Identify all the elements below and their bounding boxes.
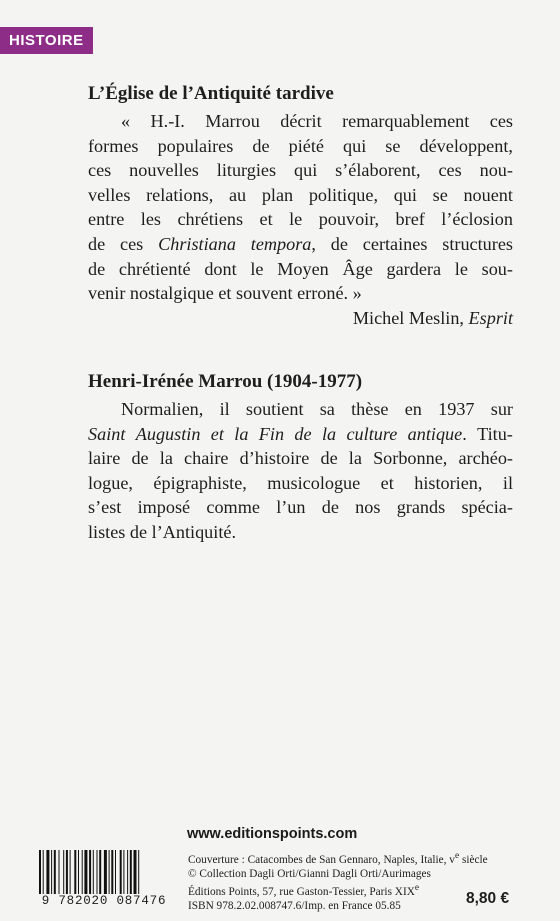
category-badge [0, 27, 93, 54]
credit-line: Couverture : Catacombes de San Gennaro, Naples, Italie, $v^e$ siècle [188, 851, 488, 866]
barcode [35, 850, 173, 910]
text-line: de chrétienté dont le Moyen Âge gardera le sou- [88, 258, 513, 279]
section-author [88, 370, 513, 545]
credit-line: ISBN 978.2.02.008747.6/Imp. en France 05.85 [188, 900, 401, 913]
text-line: Normalien, il soutient sa thèse en 1937 sur [121, 399, 513, 419]
quote-paragraph [88, 109, 513, 306]
text-line: logue, épigraphiste, musicologue et historien, il [88, 472, 513, 493]
text-line: de ces Christiana tempora, de certaines structures [88, 233, 513, 254]
barcode-bar [115, 850, 116, 898]
price: 8,80 € [466, 890, 510, 907]
text-line: s’est imposé comme l’un de nos grands spécia- [88, 497, 513, 518]
barcode-bar [93, 850, 94, 898]
barcode-bar [59, 850, 60, 898]
barcode-bar [63, 850, 64, 898]
barcode-bar [43, 850, 44, 898]
section-author-title: Henri-Irénée Marrou (1904-1977) [88, 371, 363, 392]
text-line: listes de l’Antiquité. [88, 521, 237, 542]
text-line: velles relations, au plan politique, qui se nouent [88, 184, 513, 205]
text-line: entre les chrétiens et le pouvoir, bref l’éclosion [88, 209, 513, 230]
attribution-source: Esprit [468, 307, 513, 328]
barcode-bar [130, 850, 132, 898]
barcode-bar [97, 850, 98, 898]
text-line: venir nostalgique et souvent erroné. » [88, 283, 362, 304]
text-line: Saint Augustin et la Fin de la culture antique. Titu- [88, 423, 513, 444]
barcode-bar [46, 850, 49, 898]
barcode-bar [134, 850, 137, 898]
barcode-bar [109, 850, 110, 898]
category-label: HISTOIRE [9, 32, 84, 49]
quote-attribution [88, 306, 513, 331]
barcode-bar [84, 850, 87, 898]
barcode-bar [89, 850, 91, 898]
text-line: « H.-I. Marrou décrit remarquablement ces [121, 111, 513, 131]
barcode-bar [51, 850, 52, 898]
barcode-bar [138, 850, 139, 898]
section-church-title: L’Église de l’Antiquité tardive [88, 83, 334, 104]
barcode-bar [39, 850, 41, 898]
barcode-bar [120, 850, 122, 898]
text-line: ces nouvelles liturgies qui s’élaborent, ces nou- [88, 160, 513, 181]
credit-line: Éditions Points, 57, rue Gaston-Tessier, Paris XIXe [188, 883, 420, 898]
section-church [88, 82, 513, 330]
barcode-bar [123, 850, 124, 898]
barcode-bar [78, 850, 79, 898]
bio-paragraph [88, 397, 513, 545]
attribution-name: Michel Meslin, [352, 307, 464, 328]
barcode-bar [74, 850, 76, 898]
barcode-bar [111, 850, 113, 898]
barcode-bar [99, 850, 101, 898]
barcode-bar [70, 850, 71, 898]
publisher-website[interactable]: www.editionspoints.com [187, 826, 358, 842]
barcode-graphic [35, 850, 173, 898]
barcode-bar [104, 850, 107, 898]
text-line: laire de la chaire d’histoire de la Sorbonne, archéo- [88, 448, 513, 469]
barcode-bar [66, 850, 68, 898]
barcode-number: 9 782020 087476 [35, 894, 173, 908]
barcode-bar [82, 850, 83, 898]
text-line: formes populaires de piété qui se développent, [88, 135, 513, 156]
barcode-bar [127, 850, 128, 898]
barcode-bar [54, 850, 56, 898]
credit-line: © Collection Dagli Orti/Gianni Dagli Orti/Aurimages [188, 867, 431, 880]
